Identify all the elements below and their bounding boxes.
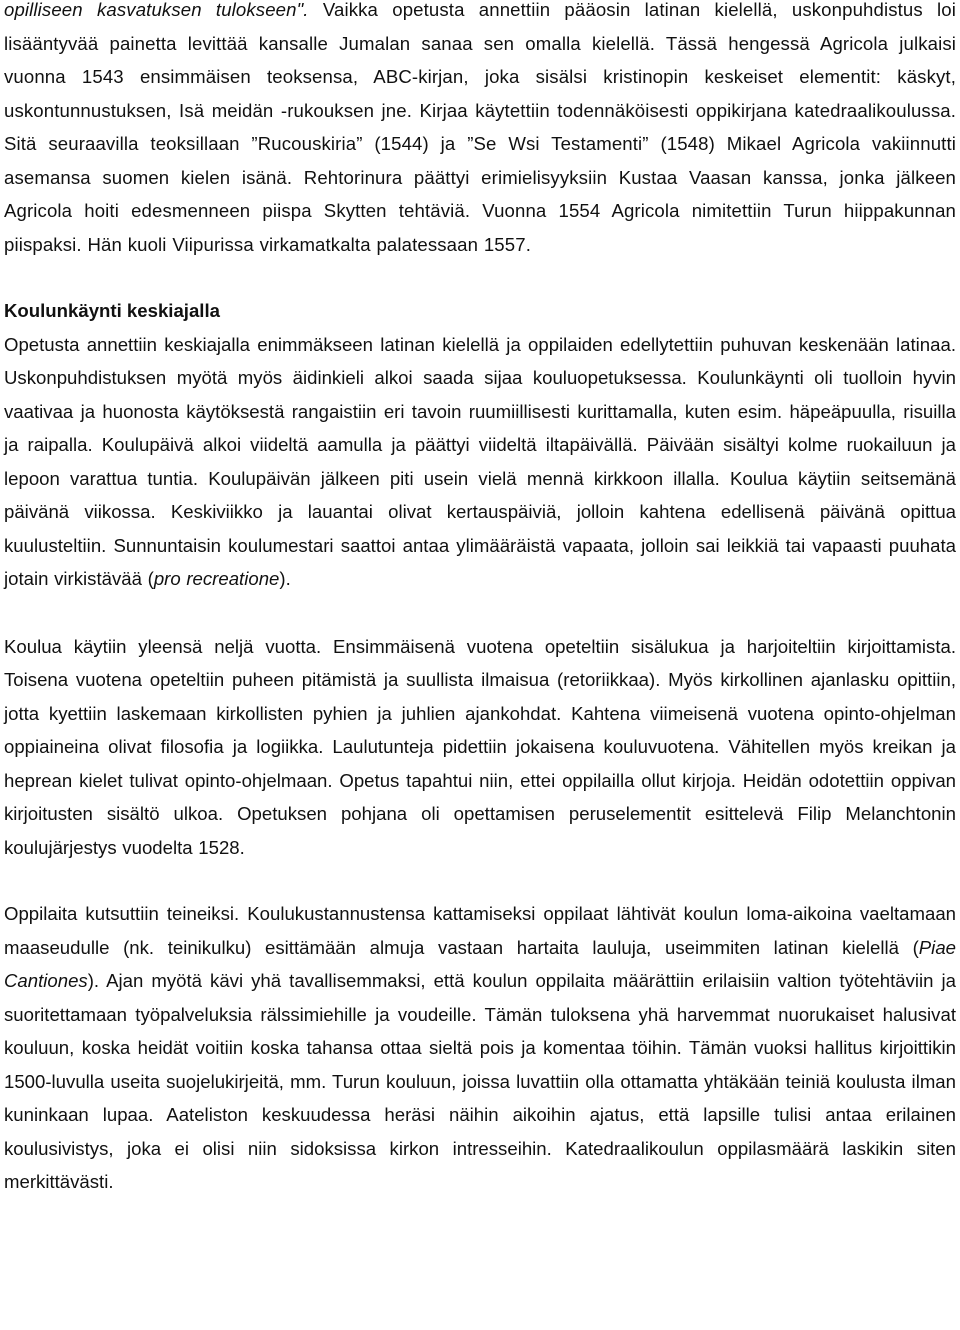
intro-paragraph [4, 0, 956, 261]
paragraph-school-day-end: ). [279, 568, 291, 589]
paragraph-students-text: Oppilaita kutsuttiin teineiksi. Koulukustannustensa kattamiseksi oppilaat lähtivät koulun loma-aikoina vaeltamaan maaseudulle (nk. teinikulku) esittämään almuja vastaan hartaita lauluja, useimmiten latinan kielellä ( [4, 903, 956, 958]
paragraph-school-day-text: Opetusta annettiin keskiajalla enimmäkseen latinan kielellä ja oppilaiden edellytettiin puhuvan keskenään latinaa. Uskonpuhdistuksen myötä myös äidinkieli alkoi saada sijaa kouluopetuksessa. Koulunkäynti oli tuolloin hyvin vaativaa ja huonosta käytöksestä rangaistiin eri tavoin ruumiillisesti kurittamalla, kuten esim. häpeäpuulla, risuilla ja raipalla. Koulupäivä alkoi viideltä aamulla ja päättyi viideltä iltapäivällä. Päivään sisältyi kolme ruokailuun ja lepoon varattua tuntia. Koulupäivän jälkeen piti usein vielä mennä kirkkoon illalla. Koulua käytiin seitsemänä päivänä viikossa. Keskiviikko ja lauantai olivat kertauspäiviä, jolloin kahtena edellisenä päivänä opittua kuulusteltiin. Sunnuntaisin koulumestari saattoi antaa ylimääräistä vapaata, jolloin sai leikkiä tai vapaasti puuhata jotain virkistävää ( [4, 333, 956, 589]
paragraph-students [4, 897, 956, 1199]
intro-italic-lead: opilliseen kasvatuksen tulokseen". [4, 0, 309, 20]
paragraph-curriculum: Koulua käytiin yleensä neljä vuotta. Ensimmäisenä vuotena opeteltiin sisälukua ja harjoiteltiin kirjoittamista. Toisena vuotena opeteltiin puheen pitämistä ja suullista ilmaisua (retoriikkaa). Myös kirkollinen ajanlasku opittiin, jotta kyettiin laskemaan kirkollisten pyhien ja juhlien ajankohdat. Kahtena viimeisenä vuotena opinto-ohjelman oppiaineina olivat filosofia ja logiikka. Laulutunteja pidettiin jokaisena kouluvuotena. Vähitellen myös kreikan ja heprean kielet tulivat opinto-ohjelmaan. Opetus tapahtui niin, ettei oppilailla ollut kirjoja. Heidän odotettiin oppivan kirjoitusten sisältö ulkoa. Opetuksen pohjana oli opettamisen peruselementit esittelevä Filip Melanchtonin koulujärjestys vuodelta 1528. [4, 635, 956, 858]
intro-text: Vaikka opetusta annettiin pääosin latinan kielellä, uskonpuhdistus loi lisääntyvää painetta levittää kansalle Jumalan sanaa sen omalla kielellä. Tässä hengessä Agricola julkaisi vuonna 1543 ensimmäisen teoksensa, ABC-kirjan, joka sisälsi kristinopin keskeiset elementit: käskyt, uskontunnustuksen, Isä meidän -rukouksen jne. Kirjaa käytettiin todennäköisesti oppikirjana katedraalikoulussa. Sitä seuraavilla teoksillaan ”Rucouskiria” (1544) ja ”Se Wsi Testamenti” (1548) Mikael Agricola vakiinnutti asemansa suomen kielen isänä. Rehtorinura päättyi erimielisyyksiin Kustaa Vaasan kanssa, jonka jälkeen Agricola hoiti edesmenneen piispa Skytten tehtäviä. Vuonna 1554 Agricola nimitettiin Turun hiippakunnan piispaksi. Hän kuoli Viipurissa virkamatkalta palatessaan 1557. [4, 0, 956, 255]
paragraph-students-italic: Piae Cantiones [4, 936, 956, 991]
paragraph-school-day-italic: pro recreatione [153, 568, 280, 589]
document-page [4, 0, 956, 1199]
section-heading: Koulunkäynti keskiajalla [4, 300, 220, 321]
paragraph-school-day [4, 328, 956, 596]
paragraph-students-end: ). Ajan myötä kävi yhä tavallisemmaksi, että koulun oppilaita määrättiin erilaisiin valtion työtehtäviin ja suoritettamaan työpalveluksia rälssimiehille ja voudeille. Tämän tuloksena yhä harvemmat nuorukaiset halusivat kouluun, koska heidät voitiin koska tahansa ottaa sieltä pois ja komentaa töihin. Tämän vuoksi hallitus kirjoittikin 1500-luvulla useita suojelukirjeitä, mm. Turun kouluun, joissa luvattiin olla ottamatta yhtäkään teiniä koulusta ilman kuninkaan lupaa. Aateliston keskuudessa heräsi näihin aikoihin ajatus, että lapsille tulisi antaa erilainen koulusivistys, joka ei olisi niin sidoksissa kirkon intresseihin. Katedraalikoulun oppilasmäärä laskikin siten merkittävästi. [4, 970, 956, 1192]
